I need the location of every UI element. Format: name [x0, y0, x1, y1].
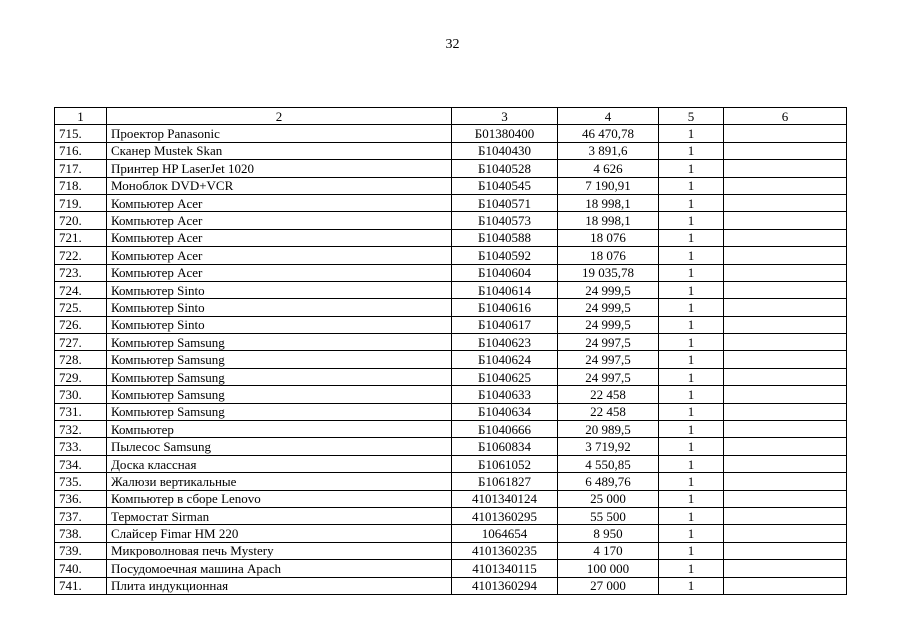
quantity-cell: 1 — [659, 264, 724, 281]
amount-cell: 18 076 — [558, 247, 659, 264]
inventory-code-cell: Б1061052 — [452, 455, 558, 472]
amount-cell: 6 489,76 — [558, 473, 659, 490]
inventory-code-cell: Б1040430 — [452, 142, 558, 159]
row-number-cell: 723. — [55, 264, 107, 281]
inventory-table — [54, 107, 847, 595]
row-number-cell: 734. — [55, 455, 107, 472]
row-number-cell: 740. — [55, 560, 107, 577]
note-cell — [724, 334, 847, 351]
row-number-cell: 725. — [55, 299, 107, 316]
inventory-code-cell: Б1040666 — [452, 421, 558, 438]
inventory-code-cell: Б1040528 — [452, 160, 558, 177]
table-row — [55, 386, 847, 403]
row-number-cell: 736. — [55, 490, 107, 507]
row-number-cell: 731. — [55, 403, 107, 420]
inventory-code-cell: Б1040604 — [452, 264, 558, 281]
item-name-cell: Доска классная — [107, 455, 452, 472]
note-cell — [724, 473, 847, 490]
amount-cell: 3 719,92 — [558, 438, 659, 455]
amount-cell: 4 550,85 — [558, 455, 659, 472]
item-name-cell: Компьютер — [107, 421, 452, 438]
quantity-cell: 1 — [659, 299, 724, 316]
note-cell — [724, 577, 847, 594]
table-row — [55, 351, 847, 368]
quantity-cell: 1 — [659, 125, 724, 142]
amount-cell: 19 035,78 — [558, 264, 659, 281]
quantity-cell: 1 — [659, 194, 724, 211]
inventory-code-cell: Б1040573 — [452, 212, 558, 229]
note-cell — [724, 177, 847, 194]
header-cell: 5 — [659, 108, 724, 125]
table-row — [55, 577, 847, 594]
note-cell — [724, 247, 847, 264]
header-row — [55, 108, 847, 125]
header-cell: 2 — [107, 108, 452, 125]
table-row — [55, 247, 847, 264]
amount-cell: 8 950 — [558, 525, 659, 542]
quantity-cell: 1 — [659, 577, 724, 594]
table-row — [55, 403, 847, 420]
note-cell — [724, 281, 847, 298]
table-row — [55, 455, 847, 472]
row-number-cell: 719. — [55, 194, 107, 211]
item-name-cell: Принтер HP LaserJet 1020 — [107, 160, 452, 177]
item-name-cell: Сканер Mustek Skan — [107, 142, 452, 159]
amount-cell: 4 170 — [558, 542, 659, 559]
amount-cell: 24 999,5 — [558, 316, 659, 333]
item-name-cell: Слайсер Fimar HM 220 — [107, 525, 452, 542]
row-number-cell: 729. — [55, 368, 107, 385]
table-row — [55, 177, 847, 194]
table-row — [55, 264, 847, 281]
header-cell: 4 — [558, 108, 659, 125]
inventory-code-cell: Б1040616 — [452, 299, 558, 316]
table-row — [55, 281, 847, 298]
amount-cell: 24 997,5 — [558, 368, 659, 385]
note-cell — [724, 160, 847, 177]
header-cell: 1 — [55, 108, 107, 125]
row-number-cell: 722. — [55, 247, 107, 264]
quantity-cell: 1 — [659, 507, 724, 524]
quantity-cell: 1 — [659, 386, 724, 403]
quantity-cell: 1 — [659, 542, 724, 559]
note-cell — [724, 299, 847, 316]
row-number-cell: 735. — [55, 473, 107, 490]
table-row — [55, 299, 847, 316]
header-cell: 6 — [724, 108, 847, 125]
inventory-code-cell: Б1061827 — [452, 473, 558, 490]
note-cell — [724, 438, 847, 455]
row-number-cell: 716. — [55, 142, 107, 159]
amount-cell: 100 000 — [558, 560, 659, 577]
quantity-cell: 1 — [659, 473, 724, 490]
item-name-cell: Компьютер Acer — [107, 194, 452, 211]
page-number: 32 — [445, 37, 460, 52]
item-name-cell: Компьютер Samsung — [107, 368, 452, 385]
item-name-cell: Компьютер Sinto — [107, 316, 452, 333]
table-row — [55, 421, 847, 438]
row-number-cell: 720. — [55, 212, 107, 229]
item-name-cell: Посудомоечная машина Apach — [107, 560, 452, 577]
table-row — [55, 490, 847, 507]
amount-cell: 22 458 — [558, 386, 659, 403]
row-number-cell: 730. — [55, 386, 107, 403]
note-cell — [724, 507, 847, 524]
table-row — [55, 160, 847, 177]
amount-cell: 7 190,91 — [558, 177, 659, 194]
quantity-cell: 1 — [659, 455, 724, 472]
row-number-cell: 739. — [55, 542, 107, 559]
item-name-cell: Компьютер Sinto — [107, 281, 452, 298]
quantity-cell: 1 — [659, 281, 724, 298]
note-cell — [724, 455, 847, 472]
quantity-cell: 1 — [659, 160, 724, 177]
note-cell — [724, 125, 847, 142]
note-cell — [724, 229, 847, 246]
inventory-code-cell: Б1040623 — [452, 334, 558, 351]
inventory-code-cell: Б1040588 — [452, 229, 558, 246]
note-cell — [724, 142, 847, 159]
table-row — [55, 560, 847, 577]
quantity-cell: 1 — [659, 334, 724, 351]
row-number-cell: 741. — [55, 577, 107, 594]
amount-cell: 24 999,5 — [558, 281, 659, 298]
item-name-cell: Микроволновая печь Mystery — [107, 542, 452, 559]
table-row — [55, 125, 847, 142]
quantity-cell: 1 — [659, 351, 724, 368]
quantity-cell: 1 — [659, 316, 724, 333]
table-row — [55, 507, 847, 524]
item-name-cell: Компьютер Sinto — [107, 299, 452, 316]
inventory-code-cell: Б1040614 — [452, 281, 558, 298]
quantity-cell: 1 — [659, 560, 724, 577]
note-cell — [724, 212, 847, 229]
note-cell — [724, 421, 847, 438]
row-number-cell: 717. — [55, 160, 107, 177]
table-row — [55, 525, 847, 542]
note-cell — [724, 194, 847, 211]
item-name-cell: Компьютер Acer — [107, 247, 452, 264]
inventory-code-cell: 4101360235 — [452, 542, 558, 559]
amount-cell: 3 891,6 — [558, 142, 659, 159]
row-number-cell: 738. — [55, 525, 107, 542]
item-name-cell: Пылесос Samsung — [107, 438, 452, 455]
note-cell — [724, 264, 847, 281]
amount-cell: 27 000 — [558, 577, 659, 594]
amount-cell: 55 500 — [558, 507, 659, 524]
row-number-cell: 726. — [55, 316, 107, 333]
item-name-cell: Плита индукционная — [107, 577, 452, 594]
table-row — [55, 334, 847, 351]
table-row — [55, 368, 847, 385]
item-name-cell: Компьютер Samsung — [107, 386, 452, 403]
note-cell — [724, 386, 847, 403]
row-number-cell: 737. — [55, 507, 107, 524]
quantity-cell: 1 — [659, 177, 724, 194]
quantity-cell: 1 — [659, 247, 724, 264]
quantity-cell: 1 — [659, 142, 724, 159]
note-cell — [724, 403, 847, 420]
amount-cell: 24 997,5 — [558, 351, 659, 368]
item-name-cell: Жалюзи вертикальные — [107, 473, 452, 490]
inventory-code-cell: 4101360294 — [452, 577, 558, 594]
item-name-cell: Компьютер в сборе Lenovo — [107, 490, 452, 507]
table-row — [55, 212, 847, 229]
row-number-cell: 727. — [55, 334, 107, 351]
quantity-cell: 1 — [659, 229, 724, 246]
inventory-code-cell: Б1040625 — [452, 368, 558, 385]
amount-cell: 18 076 — [558, 229, 659, 246]
quantity-cell: 1 — [659, 403, 724, 420]
note-cell — [724, 316, 847, 333]
quantity-cell: 1 — [659, 421, 724, 438]
inventory-code-cell: Б01380400 — [452, 125, 558, 142]
amount-cell: 4 626 — [558, 160, 659, 177]
amount-cell: 18 998,1 — [558, 212, 659, 229]
row-number-cell: 721. — [55, 229, 107, 246]
item-name-cell: Компьютер Acer — [107, 212, 452, 229]
inventory-code-cell: Б1060834 — [452, 438, 558, 455]
note-cell — [724, 368, 847, 385]
row-number-cell: 732. — [55, 421, 107, 438]
table-row — [55, 473, 847, 490]
table-row — [55, 194, 847, 211]
row-number-cell: 728. — [55, 351, 107, 368]
table-row — [55, 142, 847, 159]
table-row — [55, 542, 847, 559]
item-name-cell: Компьютер Acer — [107, 264, 452, 281]
note-cell — [724, 490, 847, 507]
inventory-code-cell: 4101340124 — [452, 490, 558, 507]
inventory-code-cell: Б1040617 — [452, 316, 558, 333]
table-body — [55, 125, 847, 595]
row-number-cell: 715. — [55, 125, 107, 142]
table-row — [55, 438, 847, 455]
amount-cell: 22 458 — [558, 403, 659, 420]
inventory-code-cell: Б1040634 — [452, 403, 558, 420]
item-name-cell: Компьютер Acer — [107, 229, 452, 246]
quantity-cell: 1 — [659, 525, 724, 542]
amount-cell: 20 989,5 — [558, 421, 659, 438]
row-number-cell: 718. — [55, 177, 107, 194]
inventory-code-cell: 4101340115 — [452, 560, 558, 577]
inventory-code-cell: Б1040633 — [452, 386, 558, 403]
amount-cell: 18 998,1 — [558, 194, 659, 211]
item-name-cell: Моноблок DVD+VCR — [107, 177, 452, 194]
item-name-cell: Компьютер Samsung — [107, 351, 452, 368]
amount-cell: 46 470,78 — [558, 125, 659, 142]
item-name-cell: Компьютер Samsung — [107, 334, 452, 351]
inventory-code-cell: 4101360295 — [452, 507, 558, 524]
note-cell — [724, 525, 847, 542]
row-number-cell: 733. — [55, 438, 107, 455]
item-name-cell: Компьютер Samsung — [107, 403, 452, 420]
row-number-cell: 724. — [55, 281, 107, 298]
amount-cell: 24 999,5 — [558, 299, 659, 316]
header-cell: 3 — [452, 108, 558, 125]
quantity-cell: 1 — [659, 490, 724, 507]
note-cell — [724, 351, 847, 368]
table-row — [55, 316, 847, 333]
note-cell — [724, 542, 847, 559]
amount-cell: 25 000 — [558, 490, 659, 507]
inventory-code-cell: Б1040545 — [452, 177, 558, 194]
inventory-code-cell: Б1040592 — [452, 247, 558, 264]
table-row — [55, 229, 847, 246]
inventory-code-cell: Б1040571 — [452, 194, 558, 211]
note-cell — [724, 560, 847, 577]
inventory-code-cell: Б1040624 — [452, 351, 558, 368]
inventory-code-cell: 1064654 — [452, 525, 558, 542]
quantity-cell: 1 — [659, 368, 724, 385]
item-name-cell: Проектор Panasonic — [107, 125, 452, 142]
item-name-cell: Термостат Sirman — [107, 507, 452, 524]
amount-cell: 24 997,5 — [558, 334, 659, 351]
quantity-cell: 1 — [659, 212, 724, 229]
quantity-cell: 1 — [659, 438, 724, 455]
